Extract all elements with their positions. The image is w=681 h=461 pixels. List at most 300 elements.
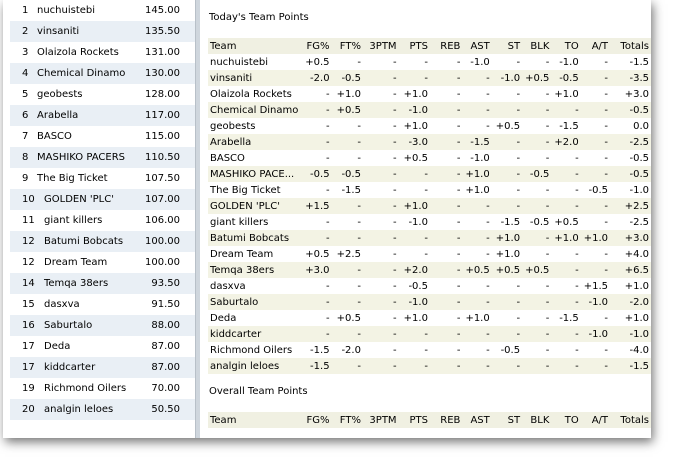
points-cell: - [332, 358, 363, 374]
standings-row[interactable] [10, 21, 196, 42]
points-cell: -3.0 [399, 134, 430, 150]
standings-team-name[interactable]: nuchuistebi [37, 5, 96, 16]
table-row [208, 278, 651, 294]
points-cell: +0.5 [305, 56, 330, 68]
standings-points: 106.00 [145, 215, 180, 226]
points-cell: -1.5 [559, 120, 579, 132]
team-name-cell[interactable]: Dream Team [210, 248, 274, 260]
points-cell: - [300, 230, 331, 246]
points-cell: - [462, 294, 491, 310]
points-cell: - [430, 326, 462, 342]
points-cell: -1.0 [629, 184, 649, 196]
points-cell: - [430, 102, 462, 118]
column-header[interactable]: Team [208, 38, 300, 54]
points-cell: - [486, 120, 490, 132]
standings-row[interactable] [10, 273, 196, 294]
team-name-cell[interactable]: vinsaniti [208, 70, 300, 86]
table-row [208, 230, 651, 246]
standings-rank: 5 [22, 89, 29, 100]
points-cell: - [430, 134, 462, 150]
points-cell: - [581, 166, 610, 182]
standings-team-name[interactable]: analgin leloes [44, 404, 114, 415]
points-cell: - [363, 294, 399, 310]
points-cell: - [300, 102, 331, 118]
standings-team-name[interactable]: GOLDEN 'PLC' [44, 194, 114, 205]
points-cell: +3.0 [624, 88, 649, 100]
points-cell: -1.5 [462, 134, 491, 150]
points-cell: - [462, 358, 491, 374]
team-name-cell[interactable]: geobests [210, 120, 256, 132]
team-name-cell[interactable]: nuchuistebi [210, 56, 269, 68]
standings-rank: 10 [22, 194, 35, 205]
standings-team-name[interactable]: BASCO [37, 131, 72, 142]
points-cell: -1.0 [470, 152, 490, 164]
points-cell: - [357, 152, 361, 164]
points-cell: - [430, 198, 462, 214]
standings-row[interactable] [10, 126, 196, 147]
team-name-cell[interactable]: Saburtalo [208, 294, 300, 310]
points-cell: - [456, 312, 461, 324]
standings-team-name[interactable]: MASHIKO PACERS [37, 152, 125, 163]
standings-points: 128.00 [145, 89, 180, 100]
points-cell: - [392, 184, 397, 196]
column-header[interactable]: AST [462, 412, 491, 428]
points-cell: - [604, 56, 609, 68]
standings-points: 107.50 [145, 173, 180, 184]
team-name-cell[interactable]: Batumi Bobcats [208, 230, 300, 246]
points-cell: - [551, 326, 580, 342]
points-cell: - [545, 312, 550, 324]
points-cell: - [392, 312, 397, 324]
points-cell: -1.5 [500, 216, 521, 228]
standings-row[interactable] [10, 315, 196, 336]
team-name-cell[interactable]: Richmond Oilers [210, 344, 293, 356]
points-cell: - [462, 198, 491, 214]
points-cell: -4.0 [629, 344, 649, 356]
column-header[interactable]: AST [462, 38, 491, 54]
table-row [208, 198, 651, 214]
standings-points: 70.00 [151, 383, 180, 394]
points-cell: +3.0 [610, 230, 651, 246]
points-cell: - [581, 262, 610, 278]
standings-row[interactable] [10, 147, 196, 168]
points-cell: - [492, 326, 522, 342]
standings-row[interactable] [10, 0, 196, 21]
points-cell: - [462, 326, 491, 342]
column-header[interactable]: FG% [300, 412, 331, 428]
column-header[interactable]: TO [551, 412, 580, 428]
points-cell: - [551, 262, 580, 278]
points-cell: - [357, 280, 361, 292]
points-cell: +1.0 [551, 230, 580, 246]
points-cell: - [300, 134, 331, 150]
table-row [208, 118, 651, 134]
standings-rank: 14 [22, 278, 35, 289]
points-cell: - [399, 230, 430, 246]
standings-rank: 12 [22, 236, 35, 247]
standings-rank: 8 [22, 152, 29, 163]
points-cell: - [516, 184, 521, 196]
points-cell: -1.5 [629, 56, 649, 68]
points-cell: - [363, 262, 399, 278]
table-row [208, 342, 651, 358]
points-cell: +1.0 [495, 248, 521, 260]
points-cell: - [430, 294, 462, 310]
points-cell: -0.5 [629, 152, 649, 164]
column-header[interactable]: ST [492, 38, 522, 54]
points-cell: +6.5 [610, 262, 651, 278]
standings-row[interactable] [10, 210, 196, 231]
points-cell: - [604, 216, 609, 228]
table-row [208, 54, 651, 70]
points-cell: - [551, 102, 580, 118]
points-cell: - [363, 166, 399, 182]
column-header[interactable]: BLK [522, 412, 551, 428]
points-cell: - [486, 280, 490, 292]
points-cell: - [522, 326, 551, 342]
points-cell: - [486, 88, 490, 100]
points-cell: - [424, 56, 428, 68]
points-cell: - [456, 152, 461, 164]
team-name-cell[interactable]: kiddcarter [208, 326, 300, 342]
column-header[interactable]: REB [430, 412, 462, 428]
points-cell: - [492, 166, 522, 182]
column-header[interactable]: 3PTM [363, 38, 399, 54]
points-cell: - [581, 102, 610, 118]
points-cell: +1.0 [399, 198, 430, 214]
today-heading: Today's Team Points [209, 12, 309, 23]
points-cell: +2.5 [336, 248, 361, 260]
points-cell: - [486, 216, 490, 228]
standings-row[interactable] [10, 84, 196, 105]
column-header[interactable]: A/T [581, 38, 610, 54]
standings-row[interactable] [10, 378, 196, 399]
standings-team-name[interactable]: Deda [44, 341, 71, 352]
team-name-cell[interactable]: Olaizola Rockets [210, 88, 292, 100]
standings-team-name[interactable]: Olaizola Rockets [37, 47, 119, 58]
standings-rank: 17 [22, 362, 35, 373]
points-cell: +0.5 [522, 262, 551, 278]
standings-team-name[interactable]: giant killers [44, 215, 103, 226]
points-cell: - [545, 152, 550, 164]
points-cell: -0.5 [408, 280, 428, 292]
standings-row[interactable] [10, 357, 196, 378]
column-header[interactable]: Totals [610, 412, 651, 428]
points-cell: +0.5 [462, 262, 491, 278]
points-cell: +0.5 [492, 262, 522, 278]
points-cell: - [492, 294, 522, 310]
points-cell: +0.5 [403, 152, 428, 164]
team-name-cell[interactable]: GOLDEN 'PLC' [208, 198, 300, 214]
points-cell: - [516, 152, 521, 164]
column-header[interactable]: FG% [300, 38, 331, 54]
points-cell: - [575, 184, 579, 196]
standings-team-name[interactable]: Richmond Oilers [44, 383, 127, 394]
team-name-cell[interactable]: giant killers [210, 216, 269, 228]
points-cell: - [456, 184, 461, 196]
standings-rank: 6 [22, 110, 29, 121]
points-cell: - [456, 280, 461, 292]
team-name-cell[interactable]: Arabella [208, 134, 300, 150]
points-cell: +2.5 [610, 198, 651, 214]
points-cell: +1.0 [403, 312, 428, 324]
points-cell: +1.5 [300, 198, 331, 214]
standings-team-name[interactable]: Chemical Dinamo [37, 68, 126, 79]
points-cell: - [551, 294, 580, 310]
standings-row[interactable] [10, 168, 196, 189]
points-cell: - [604, 152, 609, 164]
points-cell: - [575, 344, 579, 356]
points-cell: -1.0 [581, 294, 610, 310]
points-cell: - [392, 344, 397, 356]
overall-header-row [208, 412, 651, 428]
team-name-cell[interactable]: dasxva [210, 280, 246, 292]
team-name-cell[interactable]: analgin leloes [208, 358, 300, 374]
points-cell: +0.5 [332, 102, 363, 118]
standings-row[interactable] [10, 105, 196, 126]
points-cell: -3.5 [610, 70, 651, 86]
table-row [208, 134, 651, 150]
points-cell: -0.5 [588, 184, 609, 196]
points-cell: +1.0 [462, 166, 491, 182]
points-cell: -1.0 [492, 70, 522, 86]
points-cell: - [332, 134, 363, 150]
points-cell: - [325, 152, 330, 164]
points-cell: +3.0 [300, 262, 331, 278]
points-cell: - [399, 70, 430, 86]
standings-points: 100.00 [145, 236, 180, 247]
points-cell: -1.0 [399, 294, 430, 310]
column-header[interactable]: FT% [332, 412, 363, 428]
team-name-cell[interactable]: MASHIKO PACE... [208, 166, 300, 182]
points-cell: - [430, 230, 462, 246]
points-cell: -1.5 [300, 358, 331, 374]
standings-row[interactable] [10, 189, 196, 210]
points-cell: - [357, 216, 361, 228]
points-cell: - [363, 198, 399, 214]
points-cell: +0.5 [554, 216, 579, 228]
points-cell: 0.0 [633, 120, 649, 132]
standings-rank: 19 [22, 383, 35, 394]
panel-divider[interactable] [195, 0, 200, 438]
points-cell: +2.0 [399, 262, 430, 278]
standings-team-name[interactable]: Saburtalo [44, 320, 93, 331]
points-cell: +1.0 [492, 230, 522, 246]
points-cell: +1.0 [624, 312, 649, 324]
table-row [208, 150, 651, 166]
standings-team-name[interactable]: Arabella [37, 110, 79, 121]
table-row [208, 214, 651, 230]
column-header[interactable]: Team [208, 412, 300, 428]
table-row [208, 86, 651, 102]
points-cell: - [399, 358, 430, 374]
column-header[interactable]: FT% [332, 38, 363, 54]
table-row [208, 294, 651, 310]
points-cell: - [581, 134, 610, 150]
points-cell: +2.0 [551, 134, 580, 150]
points-cell: - [545, 56, 550, 68]
points-cell: +1.0 [403, 88, 428, 100]
team-name-cell[interactable]: BASCO [210, 152, 245, 164]
points-cell: -1.0 [399, 102, 430, 118]
team-name-cell[interactable]: Temqa 38ers [208, 262, 300, 278]
points-cell: - [332, 262, 363, 278]
points-cell: +1.0 [554, 88, 579, 100]
points-cell: -2.5 [629, 216, 649, 228]
points-cell: -1.5 [310, 344, 330, 356]
points-cell: - [456, 88, 461, 100]
standings-rank: 4 [22, 68, 29, 79]
standings-team-name[interactable]: kiddcarter [44, 362, 96, 373]
standings-team-name[interactable]: Batumi Bobcats [44, 236, 124, 247]
points-cell: - [300, 294, 331, 310]
points-cell: - [363, 230, 399, 246]
points-cell: - [332, 294, 363, 310]
column-header[interactable]: A/T [581, 412, 610, 428]
standings-team-name[interactable]: The Big Ticket [37, 173, 108, 184]
standings-rank: 16 [22, 320, 35, 331]
points-cell: - [456, 344, 461, 356]
points-cell: - [604, 120, 609, 132]
points-cell: - [486, 344, 490, 356]
points-cell: - [392, 88, 397, 100]
points-cell: -0.5 [332, 70, 363, 86]
table-row [208, 326, 651, 342]
standings-points: 100.00 [145, 257, 180, 268]
standings-rank: 2 [22, 26, 29, 37]
points-cell: -2.0 [341, 344, 361, 356]
points-cell: - [604, 344, 609, 356]
column-header[interactable]: Totals [610, 38, 651, 54]
table-row [208, 262, 651, 278]
points-cell: - [581, 358, 610, 374]
points-cell: +1.5 [583, 280, 609, 292]
points-cell: +1.0 [336, 88, 361, 100]
table-row [208, 246, 651, 262]
points-cell: -1.0 [610, 326, 651, 342]
standings-points: 91.50 [151, 299, 180, 310]
points-cell: - [522, 198, 551, 214]
points-cell: - [325, 312, 330, 324]
column-header[interactable]: 3PTM [363, 412, 399, 428]
table-row [208, 358, 651, 374]
points-cell: - [545, 184, 550, 196]
standings-team-name[interactable]: Temqa 38ers [44, 278, 109, 289]
points-cell: - [424, 344, 428, 356]
points-cell: - [545, 248, 550, 260]
standings-points: 50.50 [151, 404, 180, 415]
points-cell: - [357, 56, 361, 68]
column-header[interactable]: ST [492, 412, 522, 428]
standings-points: 135.50 [145, 26, 180, 37]
points-cell: -2.0 [610, 294, 651, 310]
points-cell: -2.0 [300, 70, 331, 86]
standings-points: 145.00 [145, 5, 180, 16]
points-cell: - [399, 166, 430, 182]
points-cell: - [332, 198, 363, 214]
standings-rank: 3 [22, 47, 29, 58]
points-cell: - [456, 56, 461, 68]
points-cell: - [575, 280, 579, 292]
points-cell: -0.5 [610, 102, 651, 118]
points-cell: - [332, 230, 363, 246]
points-cell: - [462, 70, 491, 86]
points-cell: - [392, 216, 397, 228]
standings-row[interactable] [10, 63, 196, 84]
points-cell: - [363, 358, 399, 374]
points-cell: +0.5 [305, 248, 330, 260]
standings-points: 110.50 [145, 152, 180, 163]
team-points-panel [202, 0, 651, 438]
points-cell: - [604, 88, 609, 100]
overall-team-points-table [208, 412, 651, 428]
points-cell: -0.5 [300, 166, 331, 182]
today-header-row [208, 38, 651, 54]
column-header[interactable]: BLK [522, 38, 551, 54]
points-cell: - [522, 102, 551, 118]
team-name-cell[interactable]: Chemical Dinamo [208, 102, 300, 118]
standings-points: 117.00 [145, 110, 180, 121]
standings-row[interactable] [10, 336, 196, 357]
overall-heading: Overall Team Points [209, 386, 308, 397]
points-cell: - [604, 248, 609, 260]
standings-rank: 11 [22, 215, 35, 226]
table-row [208, 70, 651, 86]
points-cell: - [357, 120, 361, 132]
standings-team-name[interactable]: vinsaniti [37, 26, 80, 37]
standings-team-name[interactable]: dasxva [44, 299, 80, 310]
column-header[interactable]: TO [551, 38, 580, 54]
team-name-cell[interactable]: The Big Ticket [210, 184, 281, 196]
standings-row[interactable] [10, 294, 196, 315]
points-cell: +0.5 [495, 120, 521, 132]
points-cell: -1.5 [341, 184, 361, 196]
points-cell: - [604, 312, 609, 324]
points-cell: - [575, 248, 579, 260]
standings-row[interactable] [10, 231, 196, 252]
points-cell: - [516, 280, 521, 292]
standings-row[interactable] [10, 399, 196, 420]
standings-row[interactable] [10, 42, 196, 63]
points-cell: - [332, 326, 363, 342]
points-cell: -0.5 [529, 216, 550, 228]
standings-team-name[interactable]: Dream Team [44, 257, 108, 268]
column-header[interactable]: PTS [399, 412, 430, 428]
standings-team-name[interactable]: geobests [37, 89, 83, 100]
points-cell: - [363, 134, 399, 150]
points-cell: +1.0 [465, 184, 490, 196]
window-frame [3, 0, 651, 438]
points-cell: - [392, 120, 397, 132]
points-cell: - [424, 184, 428, 196]
standings-row[interactable] [10, 252, 196, 273]
points-cell: -1.5 [559, 312, 579, 324]
points-cell: -1.0 [408, 216, 428, 228]
points-cell: - [516, 56, 521, 68]
points-cell: - [551, 166, 580, 182]
points-cell: - [492, 198, 522, 214]
points-cell: - [363, 326, 399, 342]
points-cell: - [492, 102, 522, 118]
column-header[interactable]: REB [430, 38, 462, 54]
column-header[interactable]: PTS [399, 38, 430, 54]
points-cell: -1.5 [610, 358, 651, 374]
standings-points: 87.00 [151, 362, 180, 373]
standings-rank: 1 [22, 5, 29, 16]
points-cell: -0.5 [522, 166, 551, 182]
points-cell: - [575, 152, 579, 164]
team-name-cell[interactable]: Deda [210, 312, 237, 324]
